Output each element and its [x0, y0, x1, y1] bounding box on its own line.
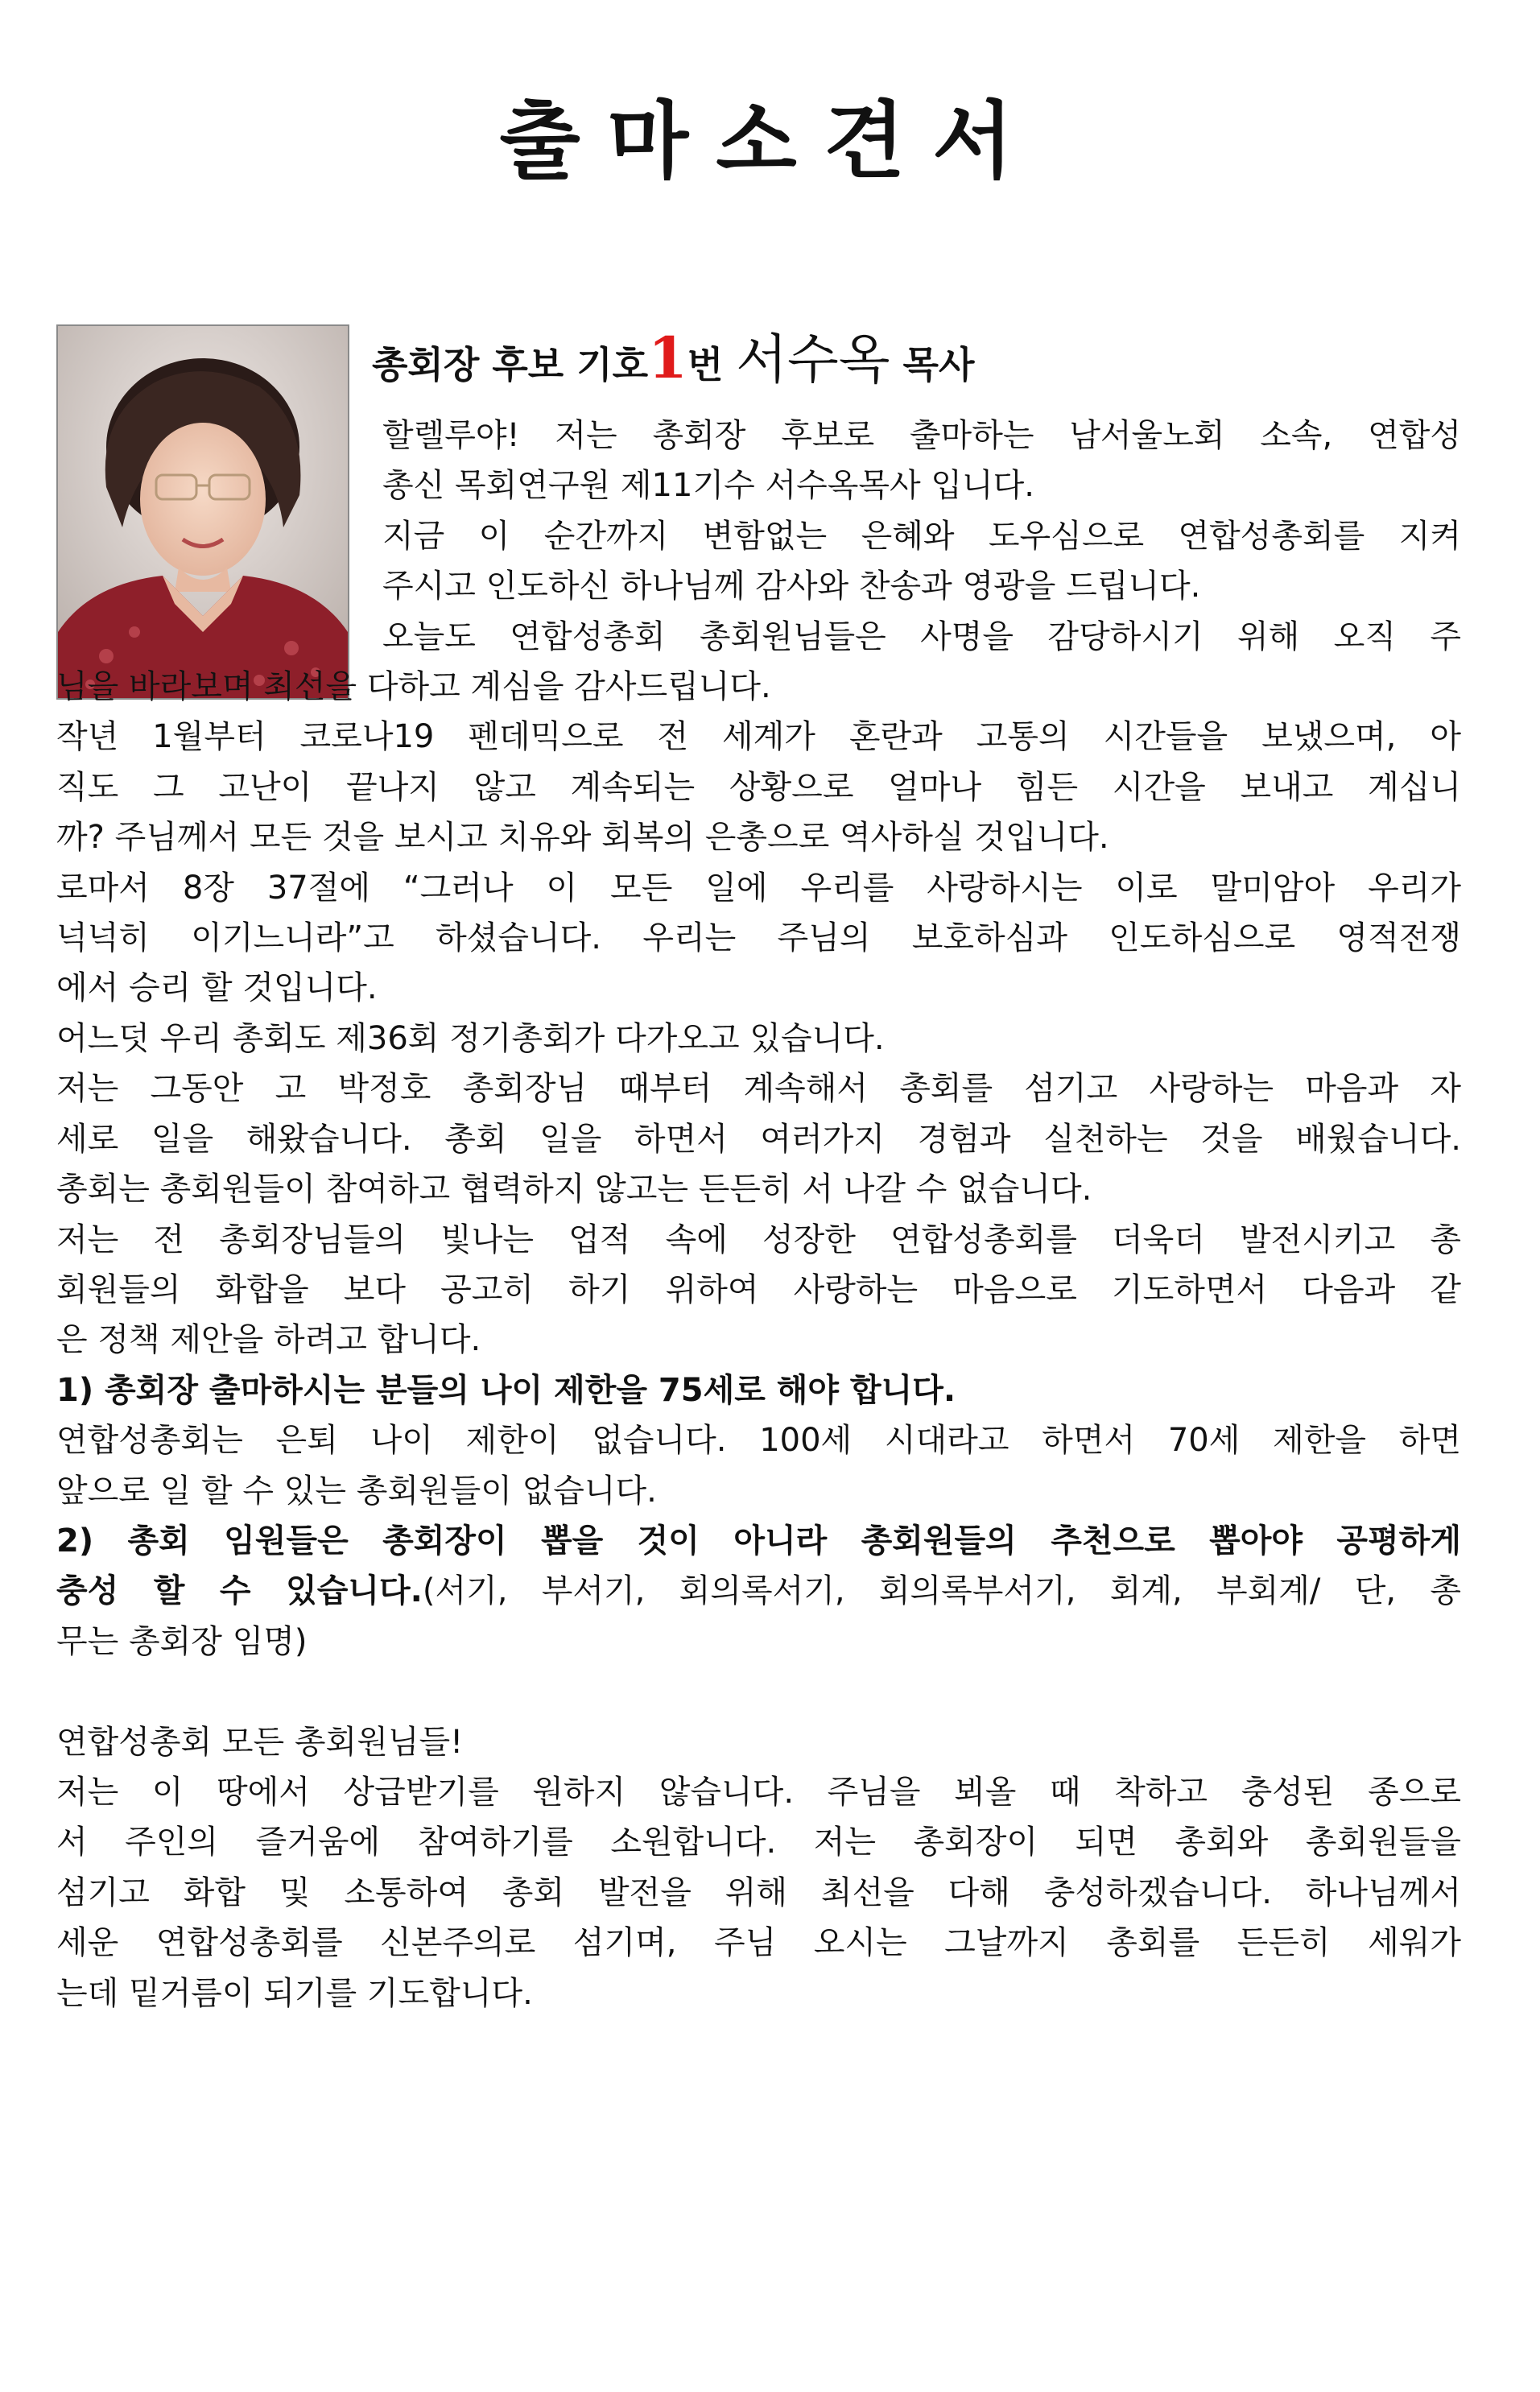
policy-2-heading: 2) 총회 임원들은 총회장이 뽑을 것이 아니라 총회원들의 추천으로 뽑아야 공평하게	[56, 1522, 1461, 1560]
text-line: 로마서 8장 37절에 “그러나 이 모든 일에 우리를 사랑하시는 이로 말미암아 우리가	[56, 869, 1461, 907]
text-line: 는데 밑거름이 되기를 기도합니다.	[56, 1974, 533, 2012]
candidate-number: 1	[648, 324, 687, 391]
text-line: 지금 이 순간까지 변함없는 은혜와 도우심으로 연합성총회를 지켜	[382, 517, 1461, 555]
policy-2-heading-end: 충성 할 수 있습니다.	[56, 1572, 423, 1610]
text-line: 님을 바라보며 최선을 다하고 계심을 감사드립니다.	[56, 668, 771, 706]
text-line: 에서 승리 할 것입니다.	[56, 969, 378, 1007]
text-line: 연합성총회는 은퇴 나이 제한이 없습니다. 100세 시대라고 하면서 70세 제한을 하면	[56, 1422, 1461, 1460]
text-line: 앞으로 일 할 수 있는 총회원들이 없습니다.	[56, 1472, 657, 1510]
text-line: 은 정책 제안을 하려고 합니다.	[56, 1321, 481, 1359]
candidate-heading	[372, 326, 1499, 397]
text-line: 섬기고 화합 및 소통하여 총회 발전을 위해 최선을 다해 충성하겠습니다. 하나님께서	[56, 1874, 1461, 1911]
text-line: 서 주인의 즐거움에 참여하기를 소원합니다. 저는 총회장이 되면 총회와 총회원들을	[56, 1824, 1461, 1861]
text-line: 작년 1월부터 코로나19 펜데믹으로 전 세계가 혼란과 고통의 시간들을 보냈으며, 아	[56, 718, 1461, 756]
text-line	[56, 1566, 1461, 1616]
text-line: 저는 그동안 고 박정호 총회장님 때부터 계속해서 총회를 섬기고 사랑하는 마음과 자	[56, 1070, 1461, 1108]
text-line: 세로 일을 해왔습니다. 총회 일을 하면서 여러가지 경험과 실천하는 것을 배웠습니다.	[56, 1120, 1461, 1158]
text-line: 오늘도 연합성총회 총회원님들은 사명을 감당하시기 위해 오직 주	[382, 618, 1461, 655]
text-line: 저는 전 총회장님들의 빛나는 업적 속에 성장한 연합성총회를 더욱더 발전시키고 총	[56, 1221, 1461, 1258]
text-line: 직도 그 고난이 끝나지 않고 계속되는 상황으로 얼마나 힘든 시간을 보내고 계십니	[56, 768, 1461, 806]
text-line: 넉넉히 이기느니라”고 하셨습니다. 우리는 주님의 보호하심과 인도하심으로 영적전쟁	[56, 919, 1461, 957]
blank-line	[56, 1667, 1461, 1717]
page-title: 출마소견서	[499, 91, 1041, 190]
heading-suffix: 목사	[890, 343, 975, 386]
statement-body	[56, 411, 1461, 2018]
text-line: 총회는 총회원들이 참여하고 협력하지 않고는 든든히 서 나갈 수 없습니다.	[56, 1171, 1092, 1208]
policy-2-note: (서기, 부서기, 회의록서기, 회의록부서기, 회계, 부회계/ 단, 총	[422, 1572, 1461, 1610]
text-line: 어느덧 우리 총회도 제36회 정기총회가 다가오고 있습니다.	[56, 1019, 885, 1057]
text-line: 연합성총회 모든 총회원님들!	[56, 1723, 464, 1761]
text-line: 회원들의 화합을 보다 공고히 하기 위하여 사랑하는 마음으로 기도하면서 다음과 같	[56, 1270, 1461, 1308]
text-line: 저는 이 땅에서 상급받기를 원하지 않습니다. 주님을 뵈올 때 착하고 충성된 종으로	[56, 1773, 1461, 1811]
heading-mid: 번	[687, 343, 737, 386]
text-line: 주시고 인도하신 하나님께 감사와 찬송과 영광을 드립니다.	[382, 568, 1201, 605]
policy-1-heading: 1) 총회장 출마하시는 분들의 나이 제한을 75세로 해야 합니다.	[56, 1371, 956, 1409]
text-line: 세운 연합성총회를 신본주의로 섬기며, 주님 오시는 그날까지 총회를 든든히 세워가	[56, 1924, 1461, 1962]
text-line: 무는 총회장 임명)	[56, 1622, 308, 1660]
heading-prefix: 총회장 후보 기호	[372, 343, 649, 386]
text-line: 까? 주님께서 모든 것을 보시고 치유와 회복의 은총으로 역사하실 것입니다.	[56, 819, 1109, 857]
text-line: 할렐루야! 저는 총회장 후보로 출마하는 남서울노회 소속, 연합성	[382, 417, 1461, 454]
text-line: 총신 목회연구원 제11기수 서수옥목사 입니다.	[382, 467, 1034, 505]
candidate-name: 서수옥	[736, 328, 890, 390]
